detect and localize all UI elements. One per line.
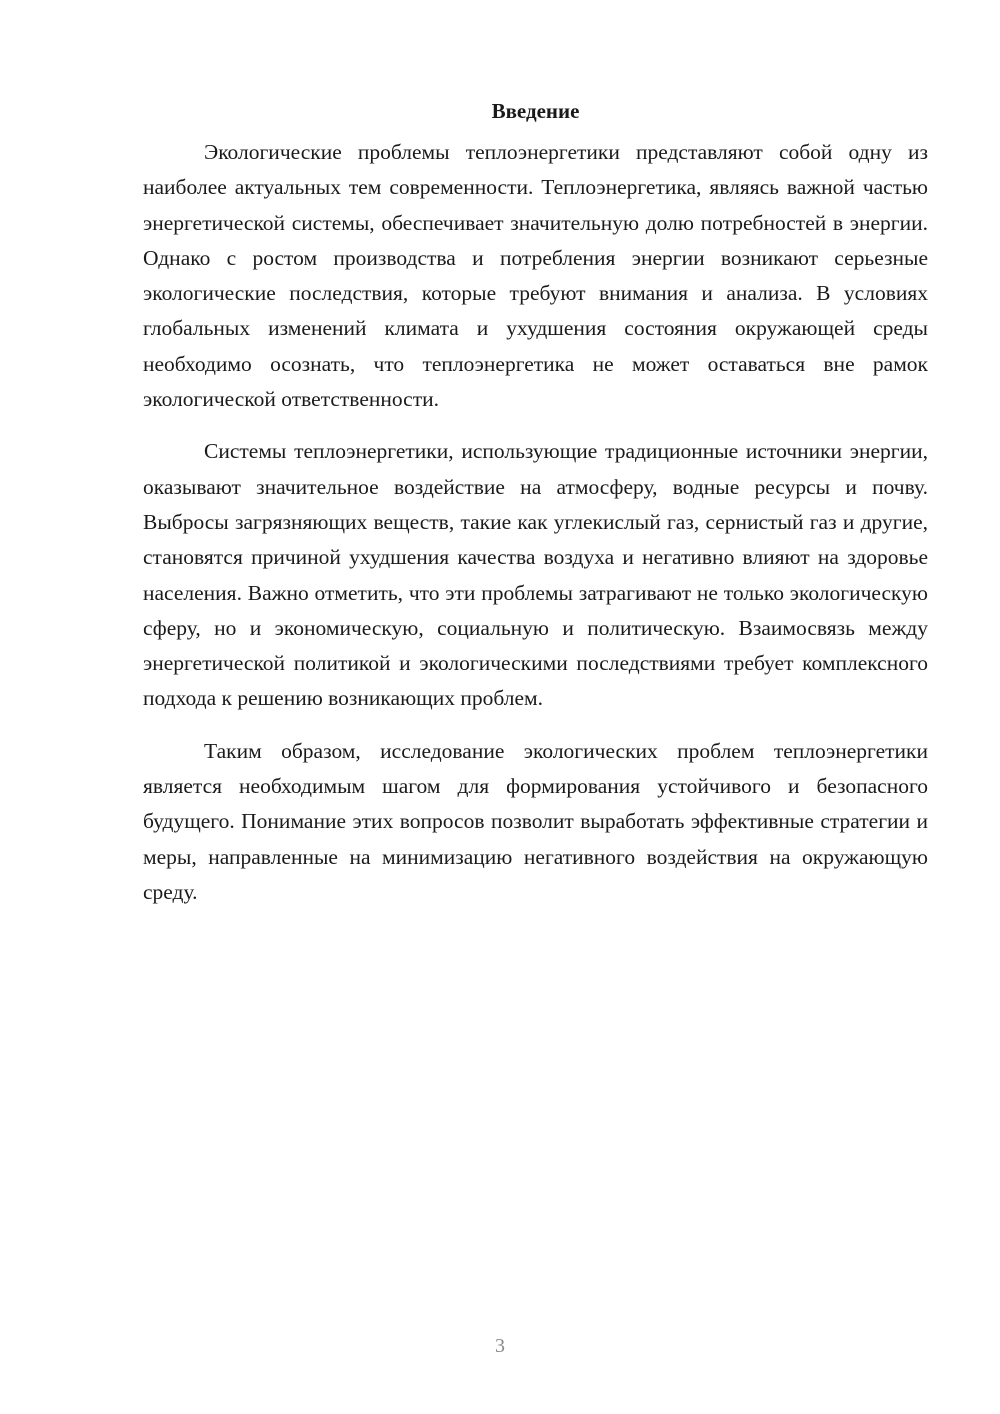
page-number: 3 [495, 1335, 505, 1357]
paragraph-3: Таким образом, исследование экологических проблем теплоэнергетики является необходимым шагом для формирования устойчивого и безопасного будущего. Понимание этих вопросов позволит выработать эффективные стратегии и меры, направленные на минимизацию негативного воздействия на окружающую среду. [143, 738, 928, 904]
paragraph-2: Системы теплоэнергетики, использующие традиционные источники энергии, оказывают значительное воздействие на атмосферу, водные ресурсы и почву. Выбросы загрязняющих веществ, такие как углекислый газ, сернистый газ и другие, становятся причиной ухудшения качества воздуха и негативно влияют на здоровье населения. Важно отметить, что эти проблемы затрагивают не только экологическую сферу, но и экономическую, социальную и политическую. Взаимосвязь между энергетической политикой и экологическими последствиями требует комплексного подхода к решению возникающих проблем. [143, 439, 928, 711]
paragraph-1: Экологические проблемы теплоэнергетики представляют собой одну из наиболее актуальных тем современности. Теплоэнергетика, являясь важной частью энергетической системы, обеспечивает значительную долю потребностей в энергии. Однако с ростом производства и потребления энергии возникают серьезные экологические последствия, которые требуют внимания и анализа. В условиях глобальных изменений климата и ухудшения состояния окружающей среды необходимо осознать, что теплоэнергетика не может оставаться вне рамок экологической ответственности. [143, 140, 928, 412]
section-heading: Введение [491, 99, 580, 123]
page-content [143, 95, 928, 910]
